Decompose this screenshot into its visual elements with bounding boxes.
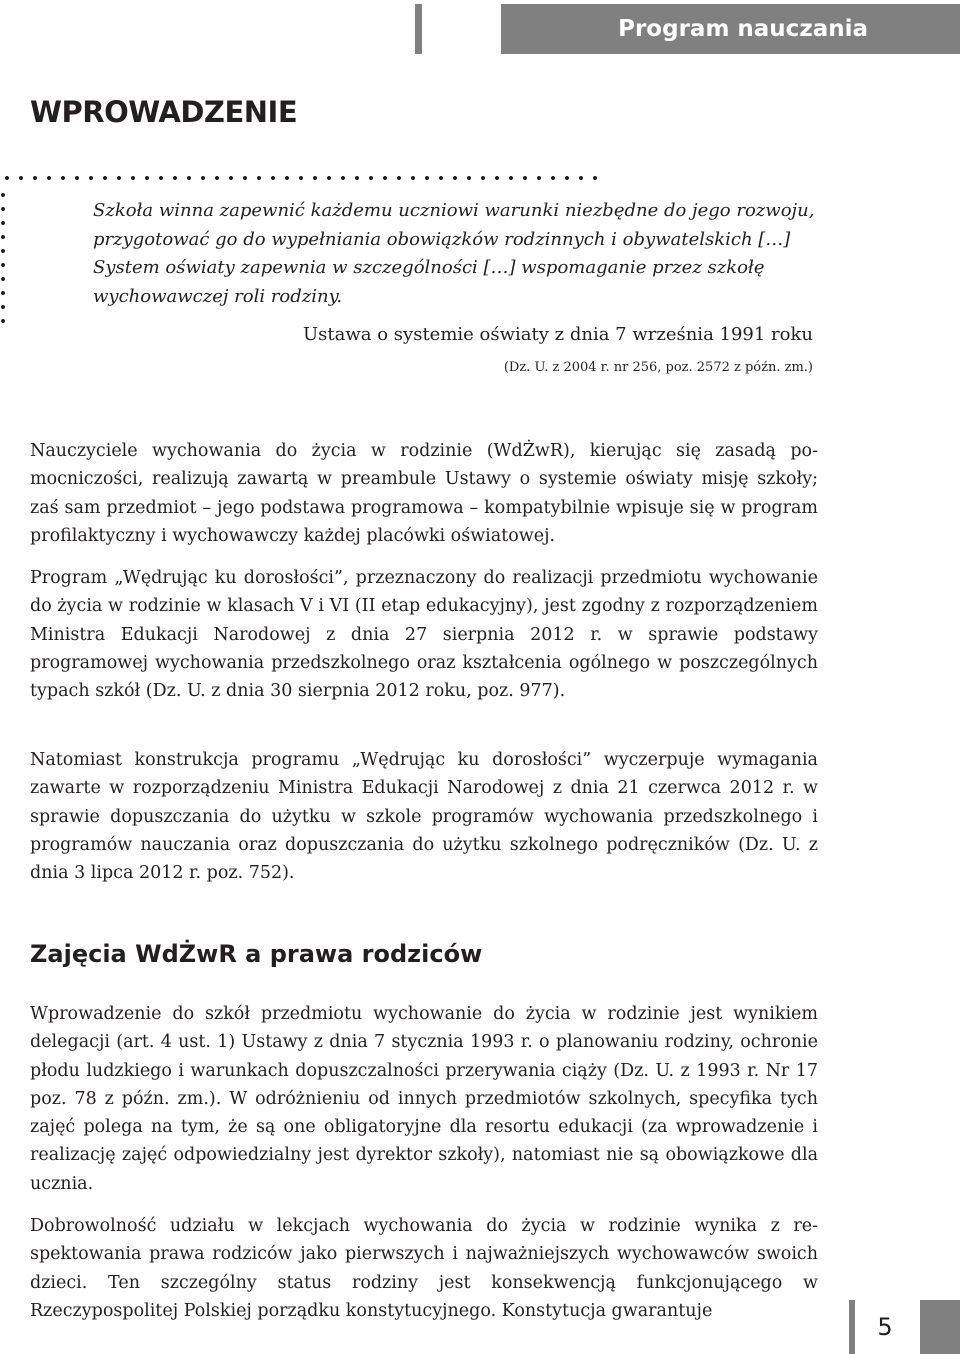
page-number: 5 xyxy=(877,1313,893,1341)
section-heading: Zajęcia WdŻwR a prawa rodziców xyxy=(30,940,483,968)
paragraph-1: Nauczyciele wychowania do życia w rodzinie (WdŻwR), kierując się zasadą pomocniczości, realizują zawartą w preambule Ustawy o systemie oświaty misję szkoły; zaś sam przedmiot – jego podstawa programowa – kompatybilnie wpisuje się w program profilaktyczny i wychowawczy każdej placówki oświatowej. xyxy=(30,441,818,546)
epigraph-citation: (Dz. U. z 2004 r. nr 256, poz. 2572 z późn. zm.) xyxy=(503,360,813,375)
epigraph-quote: Szkoła winna zapewnić każdemu uczniowi warunki niezbędne do jego rozwoju, przygotować go do wypełniania obowiązków rodzinnych i obywatelskich […] System oświaty zapewnia w szczególności […] wspomaganie przez szkołę wychowawczej roli rodziny. xyxy=(93,200,815,307)
section-paragraph-1: Wprowadzenie do szkół przedmiotu wychowanie do życia w rodzinie jest wynikiem delegacji (art. 4 ust. 1) Ustawy z dnia 7 stycznia 1993 r. o planowaniu rodziny, ochronie płodu ludzkiego i warunkach dopuszczalności przerywania ciąży (Dz. U. z 1993 r. Nr 17 poz. 78 z późn. zm.). W odróżnieniu od innych przedmiotów szkolnych, specyfika tych zajęć polega na tym, że są one obligatoryjne dla resortu edukacji (za wprowadzenie i realizację zajęć odpowiedzialny jest dyrektor szkoły), natomiast nie są obowiązkowe dla ucznia. xyxy=(30,1004,818,1194)
page-heading: WPROWADZENIE xyxy=(30,95,298,129)
section-title-text: Program nauczania xyxy=(618,16,868,42)
section-paragraph-2: Dobrowolność udziału w lekcjach wychowania do życia w rodzinie wynika z respektowania prawa rodziców jako pierwszych i najważniejszych wychowawców swoich dzieci. Ten szczególny status rodziny jest konsekwencją funkcjonującego w Rzeczypospolitej Polskiej porządku konstytucyjnego. Konstytucja gwarantuje xyxy=(30,1216,818,1321)
dotted-rule-vertical xyxy=(0,188,6,328)
page-number-block xyxy=(920,1300,960,1354)
paragraph-2: Program „Wędrując ku dorosłości”, przeznaczony do realizacji przedmiotu wychowanie do życia w rodzinie w klasach V i VI (II etap edukacyjny), jest zgodny z rozporządzeniem Ministra Edukacji Narodowej z dnia 27 sierpnia 2012 r. w sprawie podstawy programowej wychowania przedszkolnego oraz kształcenia ogólnego w poszczególnych typach szkół (Dz. U. z dnia 30 sierpnia 2012 roku, poz. 977). xyxy=(30,568,818,702)
dotted-rule-horizontal xyxy=(0,175,600,181)
header-accent-bar xyxy=(415,4,422,54)
header-section-title xyxy=(501,4,960,54)
epigraph-source: Ustawa o systemie oświaty z dnia 7 września 1991 roku xyxy=(303,324,813,345)
paragraph-3: Natomiast konstrukcja programu „Wędrując ku dorosłości” wyczerpuje wymagania zawarte w rozporządzeniu Ministra Edukacji Narodowej z dnia 21 czerwca 2012 r. w sprawie dopuszczania do użytku w szkole programów wychowania przedszkolnego i programów nauczania oraz dopuszczania do użytku szkolnego podręczników (Dz. U. z dnia 3 lipca 2012 r. poz. 752). xyxy=(30,750,818,884)
page-number-bar xyxy=(849,1300,855,1354)
